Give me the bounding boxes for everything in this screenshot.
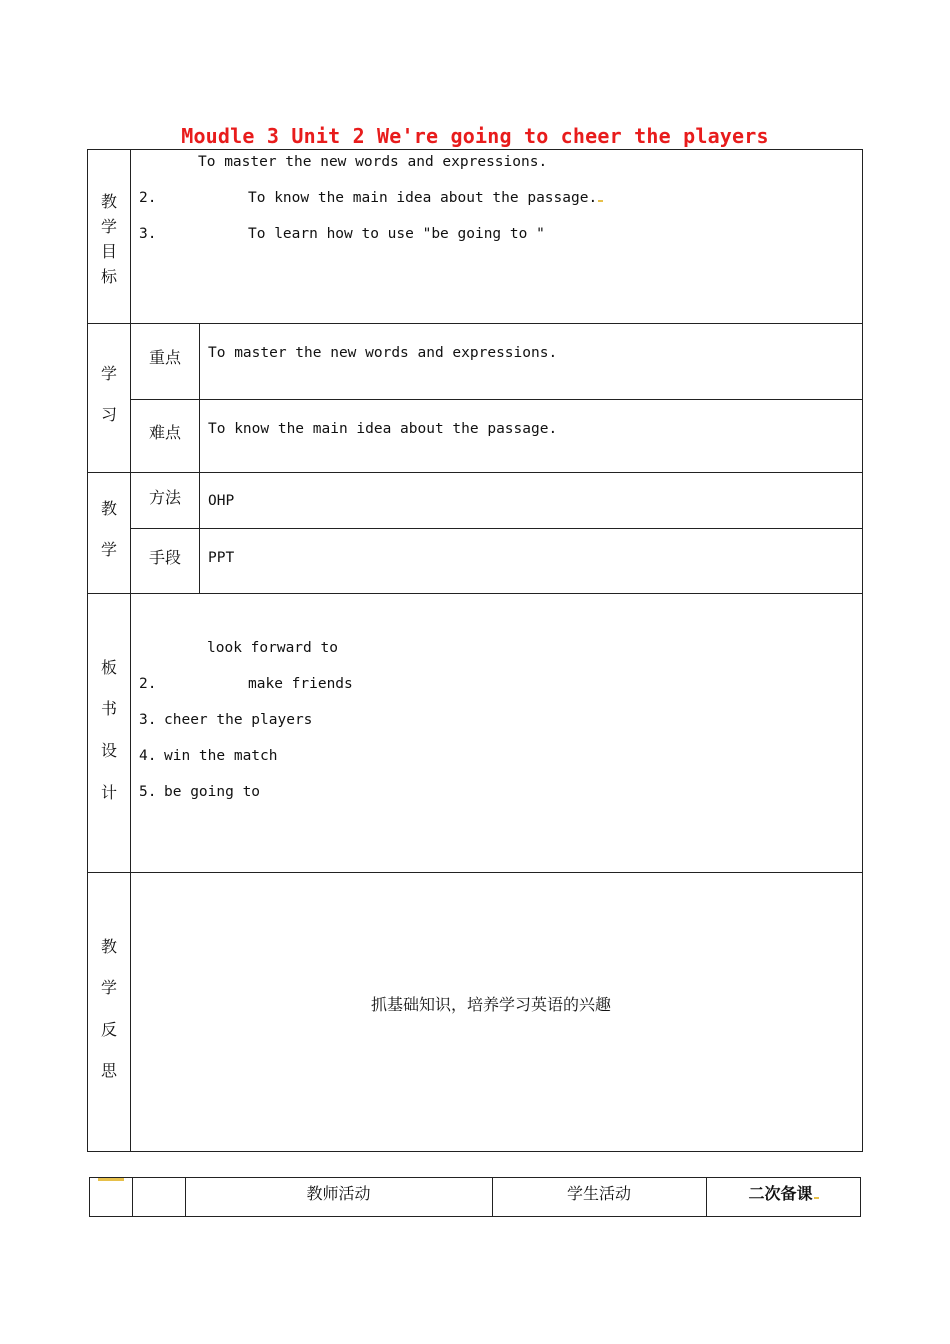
learning-label: 学 xyxy=(100,364,117,383)
page-title: Moudle 3 Unit 2 We're going to cheer the players xyxy=(181,124,769,148)
board-num: 3. xyxy=(139,712,157,728)
board-item: cheer the players xyxy=(164,712,313,728)
board-num: 5. xyxy=(139,784,157,800)
objective-item: To know the main idea about the passage. xyxy=(248,190,603,206)
key-point-label: 重点 xyxy=(149,348,182,367)
highlight-mark xyxy=(98,1178,124,1181)
objective-item: To learn how to use "be going to " xyxy=(248,226,545,242)
objective-num: 2. xyxy=(139,190,157,206)
teaching-label: 教 xyxy=(100,499,117,518)
second-prep-header: 二次备课 xyxy=(706,1181,861,1204)
objective-item: To master the new words and expressions. xyxy=(198,154,548,170)
reflection-text: 抓基础知识，培养学习英语的兴趣 xyxy=(371,995,612,1014)
key-point-text: To master the new words and expressions. xyxy=(208,345,558,361)
learning-label: 习 xyxy=(100,405,117,424)
board-item: be going to xyxy=(164,784,261,800)
board-num: 4. xyxy=(139,748,157,764)
teacher-activity-header: 教师活动 xyxy=(306,1184,371,1203)
means-label: 手段 xyxy=(149,548,182,567)
method-text: OHP xyxy=(208,493,235,509)
objective-num: 3. xyxy=(139,226,157,242)
difficult-point-label: 难点 xyxy=(149,423,182,442)
board-item: look forward to xyxy=(207,640,338,656)
means-text: PPT xyxy=(208,550,235,566)
board-item: make friends xyxy=(248,676,353,692)
teaching-label: 学 xyxy=(100,540,117,559)
student-activity-header: 学生活动 xyxy=(566,1184,631,1203)
difficult-point-text: To know the main idea about the passage. xyxy=(208,421,558,437)
method-label: 方法 xyxy=(149,488,182,507)
board-num: 2. xyxy=(139,676,157,692)
board-item: win the match xyxy=(164,748,278,764)
